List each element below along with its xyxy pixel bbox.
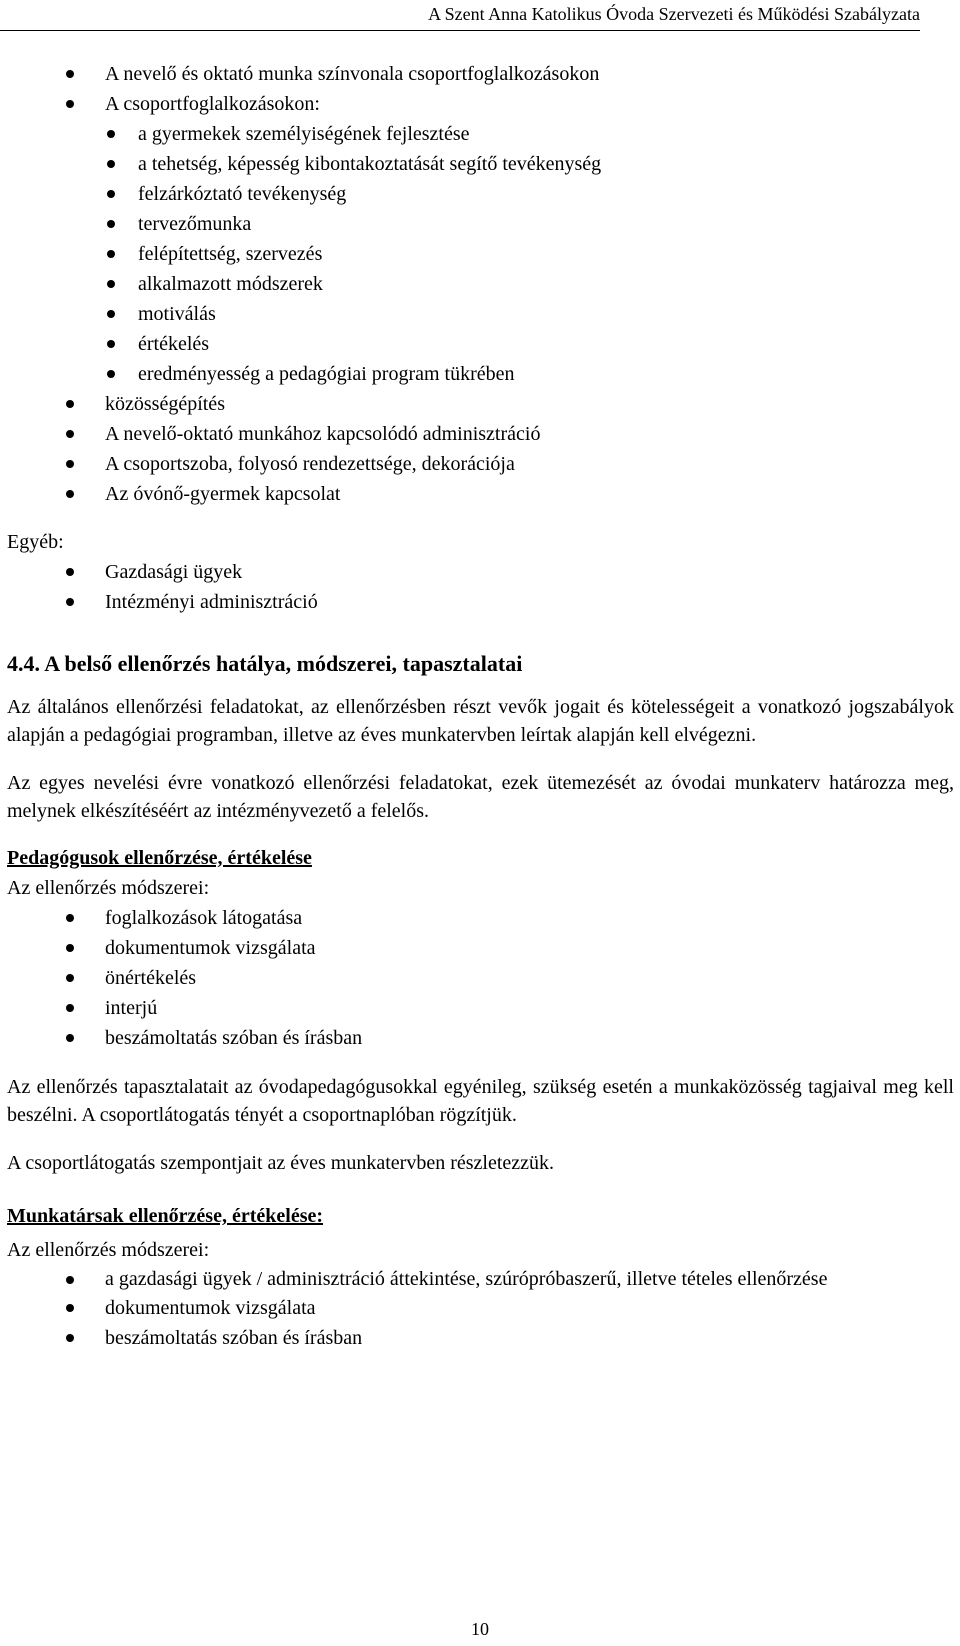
page-footer	[0, 1619, 960, 1640]
sublist-item: eredményesség a pedagógiai program tükrében	[7, 359, 954, 389]
sublist-item: a tehetség, képesség kibontakoztatását segítő tevékenység	[7, 149, 954, 179]
list-item: A nevelő-oktató munkához kapcsolódó adminisztráció	[7, 419, 954, 449]
other-label: Egyéb:	[7, 531, 64, 553]
page-header	[0, 2, 920, 31]
list-item: A nevelő és oktató munka színvonala csoportfoglalkozásokon	[7, 59, 954, 89]
subsection-heading: Pedagógusok ellenőrzése, értékelése	[7, 847, 312, 869]
list-item: interjú	[7, 993, 954, 1023]
list-item: dokumentumok vizsgálata	[7, 933, 954, 963]
list-item: A csoportszoba, folyosó rendezettsége, dekorációja	[7, 449, 954, 479]
sublist-item: felzárkóztató tevékenység	[7, 179, 954, 209]
inspection-list	[7, 59, 954, 119]
paragraph: A csoportlátogatás szempontjait az éves munkatervben részletezzük.	[7, 1152, 555, 1174]
list-item: a gazdasági ügyek / adminisztráció áttekintése, szúrópróbaszerű, illetve tételes ellenőrzése	[7, 1265, 954, 1293]
list-item: Intézményi adminisztráció	[7, 587, 954, 617]
page-number: 10	[471, 1619, 489, 1639]
paragraph: Az általános ellenőrzési feladatokat, az ellenőrzésben részt vevők jogait és kötelességeit a vonatkozó jogszabályok alapján a pedagógiai programban, illetve az éves munkatervben leírtak alapján kell elvégezni.	[7, 696, 954, 746]
list-item: önértékelés	[7, 963, 954, 993]
list-item: A csoportfoglalkozásokon:	[7, 89, 954, 119]
teacher-methods-list	[7, 903, 954, 1053]
sublist-item: a gyermekek személyiségének fejlesztése	[7, 119, 954, 149]
staff-methods-list	[7, 1265, 954, 1353]
inspection-list-continued	[7, 389, 954, 509]
sublist-item: alkalmazott módszerek	[7, 269, 954, 299]
paragraph: Az ellenőrzés tapasztalatait az óvodapedagógusokkal egyénileg, szükség esetén a munkaközösség tagjaival meg kell beszélni. A csoportlátogatás tényét a csoportnaplóban rögzítjük.	[7, 1076, 954, 1126]
group-session-sublist	[7, 119, 954, 389]
paragraph: Az egyes nevelési évre vonatkozó ellenőrzési feladatokat, ezek ütemezését az óvodai munkaterv határozza meg, melynek elkészítéséért az intézményvezető a felelős.	[7, 772, 954, 822]
sublist-item: tervezőmunka	[7, 209, 954, 239]
sublist-item: felépítettség, szervezés	[7, 239, 954, 269]
subsection-heading: Munkatársak ellenőrzése, értékelése:	[7, 1205, 324, 1227]
list-item: beszámoltatás szóban és írásban	[7, 1323, 954, 1353]
list-item: foglalkozások látogatása	[7, 903, 954, 933]
document-title: A Szent Anna Katolikus Óvoda Szervezeti és Működési Szabályzata	[428, 4, 920, 24]
list-item: dokumentumok vizsgálata	[7, 1293, 954, 1323]
sublist-item: motiválás	[7, 299, 954, 329]
section-heading: 4.4. A belső ellenőrzés hatálya, módszerei, tapasztalatai	[7, 651, 523, 676]
other-list	[7, 557, 954, 617]
list-item: Az óvónő-gyermek kapcsolat	[7, 479, 954, 509]
list-item: Gazdasági ügyek	[7, 557, 954, 587]
list-item: közösségépítés	[7, 389, 954, 419]
page-content	[7, 59, 954, 1353]
methods-label: Az ellenőrzés módszerei:	[7, 877, 210, 899]
sublist-item: értékelés	[7, 329, 954, 359]
methods-label: Az ellenőrzés módszerei:	[7, 1239, 210, 1261]
list-item: beszámoltatás szóban és írásban	[7, 1023, 954, 1053]
